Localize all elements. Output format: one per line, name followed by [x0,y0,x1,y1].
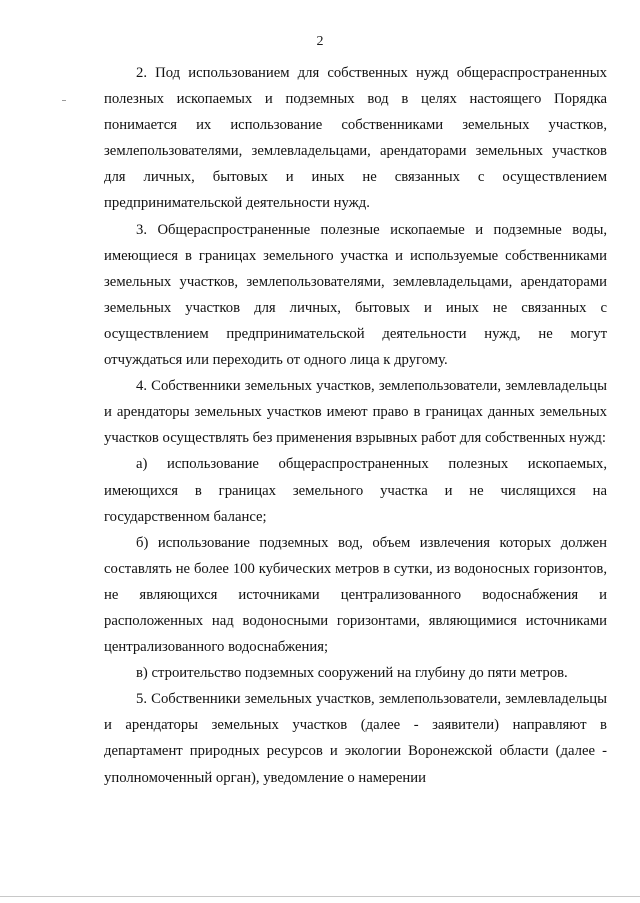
scan-bottom-edge [0,896,640,897]
page-number: 2 [316,34,324,49]
paragraph-4: 4. Собственники земельных участков, землепользователи, землевладельцы и арендаторы земельных участков имеют право в границах данных земельных участков осуществлять без применения взрывных работ для собственных нужд: [104,378,607,447]
paragraph-4a: а) использование общераспространенных полезных ископаемых, имеющихся в границах земельного участка и не числящихся на государственном балансе; [104,456,607,525]
scan-artifact [62,100,66,101]
paragraph-4c: в) строительство подземных сооружений на глубину до пяти метров. [136,665,568,682]
paragraph-5: 5. Собственники земельных участков, землепользователи, землевладельцы и арендаторы земельных участков (далее - заявители) направляют в департамент природных ресурсов и экологии Воронежской области (далее - уполномоченный орган), уведомление о намерении [104,691,607,786]
paragraph-2: 2. Под использованием для собственных нужд общераспространенных полезных ископаемых и подземных вод в целях настоящего Порядка понимается их использование собственниками земельных участков, землепользователями, землевладельцами, арендаторами земельных участков для личных, бытовых и иных не связанных с осуществлением предпринимательской деятельности нужд. [104,65,607,212]
document-body [104,60,607,791]
paragraph-3: 3. Общераспространенные полезные ископаемые и подземные воды, имеющиеся в границах земельного участка и используемые собственниками земельных участков, землепользователями, землевладельцами, арендаторами земельных участков для личных, бытовых и иных не связанных с осуществлением предпринимательской деятельности нужд, не могут отчуждаться или переходить от одного лица к другому. [104,221,607,369]
paragraph-4b: б) использование подземных вод, объем извлечения которых должен составлять не более 100 кубических метров в сутки, из водоносных горизонтов, не являющихся источниками централизованного водоснабжения и расположенных над водоносными горизонтами, являющимися источниками централизованного водоснабжения; [104,534,607,656]
